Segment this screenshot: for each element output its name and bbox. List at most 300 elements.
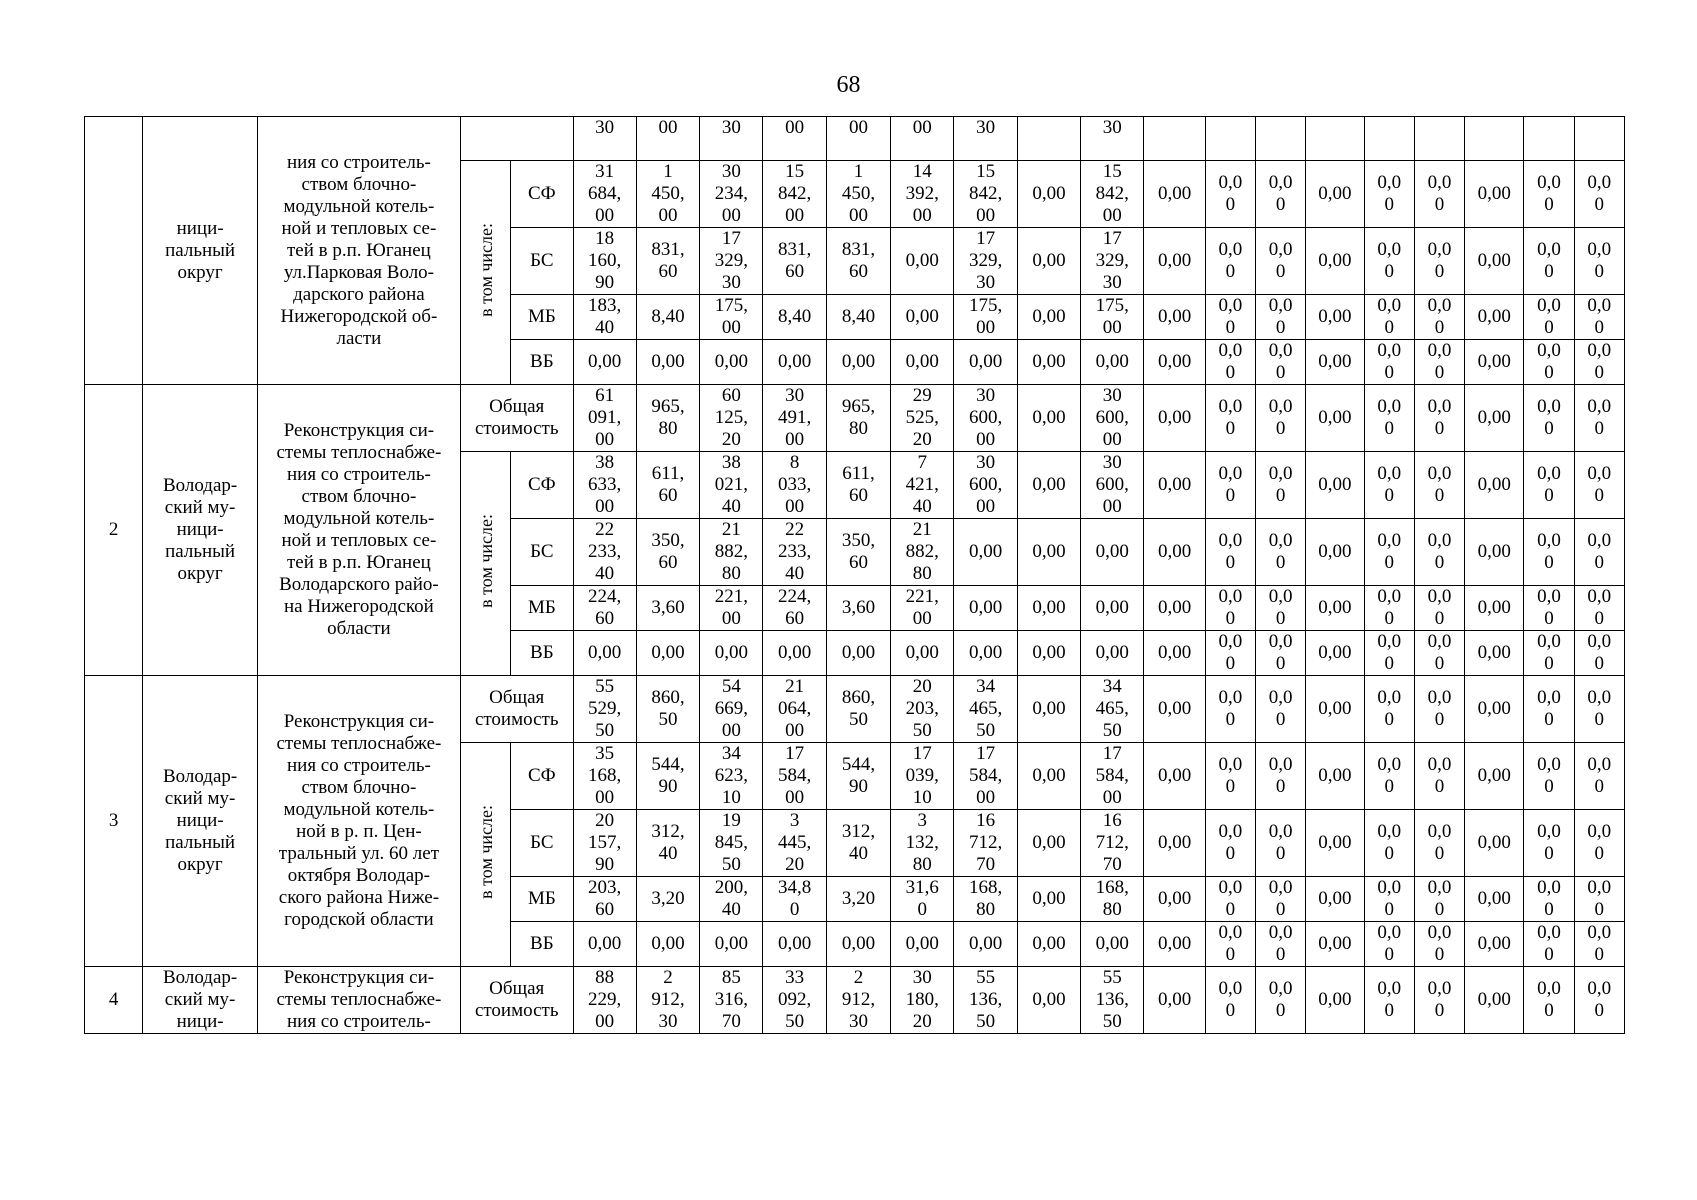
value-cell: 0,0 0 [1205, 452, 1255, 519]
value-cell: 0,00 [1306, 743, 1364, 810]
value-cell: 0,0 0 [1256, 810, 1306, 877]
total-label-cell: Общая стоимость [460, 385, 573, 452]
value-cell: 0,00 [1306, 967, 1364, 1034]
value-cell: 0,0 0 [1364, 810, 1414, 877]
value-cell: 0,0 0 [1364, 452, 1414, 519]
value-cell: 15 842, 00 [954, 161, 1017, 228]
value-cell: 0,00 [636, 631, 699, 676]
value-cell: 0,0 0 [1414, 586, 1464, 631]
value-cell: 0,0 0 [1205, 340, 1255, 385]
table-row [85, 967, 1625, 1034]
value-cell: 0,00 [891, 295, 954, 340]
value-cell: 30 600, 00 [954, 385, 1017, 452]
value-cell: 965, 80 [636, 385, 699, 452]
value-cell: 0,00 [1465, 340, 1524, 385]
project-cell: ния со строитель- ством блочно- модульной котель- ной и тепловых се- тей в р.п. Юганец ул.Парковая Воло- дарского района Нижегородской об- ласти [257, 117, 460, 385]
municipality-cell: Володар- ский му- ници- [143, 967, 258, 1034]
value-cell: 0,00 [1144, 676, 1205, 743]
value-cell: 544, 90 [636, 743, 699, 810]
project-cell: Реконструкция си- стемы теплоснабже- ния со строитель- ством блочно- модульной котель- ной и тепловых се- тей в р.п. Юганец Володарского райо- на Нижегородской области [257, 385, 460, 676]
value-cell: 0,00 [1144, 228, 1205, 295]
value-cell: 0,00 [1465, 631, 1524, 676]
value-cell: 0,0 0 [1574, 877, 1624, 922]
value-cell: 221, 00 [891, 586, 954, 631]
value-cell: 0,00 [1465, 228, 1524, 295]
value-cell: 0,00 [1144, 385, 1205, 452]
value-cell [1465, 117, 1524, 161]
value-cell: 0,0 0 [1256, 340, 1306, 385]
value-cell: 0,00 [1465, 452, 1524, 519]
value-cell: 0,00 [1017, 631, 1080, 676]
value-cell: 0,0 0 [1364, 385, 1414, 452]
value-cell: 183, 40 [573, 295, 636, 340]
value-cell: 0,00 [954, 340, 1017, 385]
value-cell: 0,00 [636, 922, 699, 967]
value-cell: 0,0 0 [1256, 452, 1306, 519]
page-number: 68 [836, 72, 861, 98]
value-cell: 0,00 [826, 922, 890, 967]
value-cell: 0,00 [891, 922, 954, 967]
source-label-mb: МБ [511, 295, 573, 340]
value-cell: 33 092, 50 [763, 967, 826, 1034]
value-cell: 860, 50 [636, 676, 699, 743]
value-cell: 0,0 0 [1574, 586, 1624, 631]
value-cell: 31,6 0 [891, 877, 954, 922]
value-cell: 831, 60 [636, 228, 699, 295]
value-cell: 0,0 0 [1414, 452, 1464, 519]
value-cell: 16 712, 70 [1081, 810, 1144, 877]
value-cell: 29 525, 20 [891, 385, 954, 452]
value-cell: 0,00 [826, 340, 890, 385]
value-cell: 0,0 0 [1364, 922, 1414, 967]
value-cell: 0,0 0 [1524, 676, 1574, 743]
value-cell: 0,00 [1465, 810, 1524, 877]
municipality-cell: Володар- ский му- ници- пальный округ [143, 676, 258, 967]
value-cell: 30 180, 20 [891, 967, 954, 1034]
value-cell: 15 842, 00 [763, 161, 826, 228]
value-cell: 0,0 0 [1524, 228, 1574, 295]
value-cell: 0,0 0 [1574, 228, 1624, 295]
value-cell: 0,00 [1144, 631, 1205, 676]
value-cell: 0,0 0 [1574, 810, 1624, 877]
value-cell: 0,0 0 [1524, 385, 1574, 452]
value-cell [1256, 117, 1306, 161]
value-cell: 0,0 0 [1524, 452, 1574, 519]
value-cell: 0,00 [1465, 385, 1524, 452]
value-cell: 35 168, 00 [573, 743, 636, 810]
value-cell: 0,00 [1465, 967, 1524, 1034]
source-label-sf: СФ [511, 452, 573, 519]
value-cell: 0,0 0 [1364, 586, 1414, 631]
value-cell: 0,00 [1144, 743, 1205, 810]
value-cell: 0,00 [1017, 385, 1080, 452]
row-number: 3 [85, 676, 143, 967]
value-cell: 54 669, 00 [700, 676, 763, 743]
value-cell: 0,0 0 [1205, 385, 1255, 452]
value-cell: 0,00 [1017, 877, 1080, 922]
value-cell: 0,0 0 [1414, 810, 1464, 877]
value-cell: 34,8 0 [763, 877, 826, 922]
value-cell: 85 316, 70 [700, 967, 763, 1034]
value-cell: 860, 50 [826, 676, 890, 743]
value-cell: 0,00 [763, 922, 826, 967]
source-label-bs: БС [511, 228, 573, 295]
value-cell: 0,0 0 [1414, 967, 1464, 1034]
value-cell: 3,20 [826, 877, 890, 922]
value-cell: 0,00 [700, 340, 763, 385]
value-cell: 0,0 0 [1205, 586, 1255, 631]
value-cell: 0,00 [1017, 586, 1080, 631]
value-cell: 0,00 [1306, 631, 1364, 676]
value-cell: 3,60 [826, 586, 890, 631]
value-cell: 7 421, 40 [891, 452, 954, 519]
value-cell: 0,0 0 [1574, 295, 1624, 340]
value-cell: 00 [891, 117, 954, 161]
value-cell: 0,0 0 [1414, 877, 1464, 922]
value-cell: 0,00 [1017, 743, 1080, 810]
value-cell: 20 203, 50 [891, 676, 954, 743]
value-cell: 224, 60 [573, 586, 636, 631]
value-cell: 15 842, 00 [1081, 161, 1144, 228]
value-cell: 0,00 [1144, 967, 1205, 1034]
value-cell: 0,00 [1465, 877, 1524, 922]
value-cell: 0,0 0 [1524, 743, 1574, 810]
value-cell: 30 [1081, 117, 1144, 161]
value-cell: 19 845, 50 [700, 810, 763, 877]
value-cell: 0,0 0 [1256, 967, 1306, 1034]
value-cell: 0,00 [1306, 877, 1364, 922]
value-cell: 0,00 [1017, 967, 1080, 1034]
value-cell: 0,0 0 [1364, 631, 1414, 676]
value-cell: 0,0 0 [1364, 295, 1414, 340]
value-cell: 0,0 0 [1205, 228, 1255, 295]
value-cell: 0,00 [891, 228, 954, 295]
source-label-vb: ВБ [511, 631, 573, 676]
value-cell: 0,0 0 [1205, 877, 1255, 922]
value-cell: 0,00 [1306, 676, 1364, 743]
project-cell: Реконструкция си- стемы теплоснабже- ния со строитель- [257, 967, 460, 1034]
value-cell: 31 684, 00 [573, 161, 636, 228]
value-cell: 0,00 [1081, 519, 1144, 586]
value-cell: 22 233, 40 [763, 519, 826, 586]
value-cell: 0,0 0 [1524, 877, 1574, 922]
value-cell [1205, 117, 1255, 161]
value-cell: 17 584, 00 [1081, 743, 1144, 810]
value-cell: 0,00 [1465, 586, 1524, 631]
value-cell: 0,00 [1081, 340, 1144, 385]
source-label-mb: МБ [511, 586, 573, 631]
value-cell: 88 229, 00 [573, 967, 636, 1034]
value-cell: 0,00 [1017, 810, 1080, 877]
value-cell: 0,00 [1144, 295, 1205, 340]
value-cell [1414, 117, 1464, 161]
value-cell: 0,0 0 [1414, 340, 1464, 385]
value-cell: 3 132, 80 [891, 810, 954, 877]
value-cell: 60 125, 20 [700, 385, 763, 452]
value-cell: 0,0 0 [1256, 519, 1306, 586]
value-cell: 0,00 [1465, 161, 1524, 228]
value-cell: 38 633, 00 [573, 452, 636, 519]
table-row [85, 676, 1625, 743]
value-cell: 0,0 0 [1574, 967, 1624, 1034]
value-cell: 0,00 [636, 340, 699, 385]
value-cell: 0,0 0 [1524, 631, 1574, 676]
value-cell: 0,0 0 [1256, 676, 1306, 743]
value-cell: 55 136, 50 [1081, 967, 1144, 1034]
value-cell: 1 450, 00 [636, 161, 699, 228]
value-cell: 0,0 0 [1364, 340, 1414, 385]
value-cell: 22 233, 40 [573, 519, 636, 586]
value-cell: 0,00 [1306, 922, 1364, 967]
value-cell: 0,0 0 [1205, 922, 1255, 967]
value-cell: 0,0 0 [1574, 340, 1624, 385]
value-cell: 38 021, 40 [700, 452, 763, 519]
value-cell: 17 329, 30 [1081, 228, 1144, 295]
value-cell: 18 160, 90 [573, 228, 636, 295]
value-cell: 200, 40 [700, 877, 763, 922]
value-cell: 0,00 [573, 922, 636, 967]
value-cell: 0,0 0 [1256, 743, 1306, 810]
value-cell: 0,0 0 [1364, 161, 1414, 228]
value-cell: 0,00 [1017, 228, 1080, 295]
value-cell: 0,00 [954, 631, 1017, 676]
value-cell: 611, 60 [636, 452, 699, 519]
value-cell: 0,00 [891, 340, 954, 385]
value-cell: 0,00 [1017, 519, 1080, 586]
total-label-cell [460, 117, 573, 161]
value-cell: 34 623, 10 [700, 743, 763, 810]
value-cell: 0,00 [1306, 810, 1364, 877]
value-cell: 0,0 0 [1256, 877, 1306, 922]
value-cell: 14 392, 00 [891, 161, 954, 228]
value-cell: 0,00 [763, 340, 826, 385]
value-cell: 34 465, 50 [1081, 676, 1144, 743]
value-cell: 0,00 [1306, 452, 1364, 519]
value-cell: 831, 60 [826, 228, 890, 295]
value-cell [1524, 117, 1574, 161]
table-row [85, 117, 1625, 161]
value-cell: 0,00 [891, 631, 954, 676]
value-cell: 0,0 0 [1364, 877, 1414, 922]
value-cell: 0,00 [1017, 676, 1080, 743]
value-cell: 0,00 [763, 631, 826, 676]
value-cell: 0,0 0 [1205, 519, 1255, 586]
value-cell: 55 529, 50 [573, 676, 636, 743]
value-cell: 0,00 [1144, 877, 1205, 922]
value-cell: 21 882, 80 [891, 519, 954, 586]
value-cell: 00 [636, 117, 699, 161]
value-cell: 0,0 0 [1205, 967, 1255, 1034]
table-cell [460, 743, 510, 967]
value-cell: 0,00 [1144, 586, 1205, 631]
value-cell: 17 329, 30 [700, 228, 763, 295]
value-cell: 34 465, 50 [954, 676, 1017, 743]
value-cell: 175, 00 [954, 295, 1017, 340]
value-cell: 0,00 [1306, 295, 1364, 340]
value-cell: 175, 00 [700, 295, 763, 340]
value-cell: 00 [763, 117, 826, 161]
source-label-vb: ВБ [511, 340, 573, 385]
value-cell: 312, 40 [636, 810, 699, 877]
value-cell: 0,0 0 [1524, 810, 1574, 877]
value-cell: 0,0 0 [1205, 161, 1255, 228]
including-label: в том числе: [475, 222, 496, 317]
value-cell: 0,00 [700, 631, 763, 676]
value-cell: 0,0 0 [1256, 385, 1306, 452]
value-cell: 175, 00 [1081, 295, 1144, 340]
value-cell: 0,00 [1306, 228, 1364, 295]
value-cell: 0,0 0 [1414, 519, 1464, 586]
source-label-bs: БС [511, 519, 573, 586]
value-cell: 0,00 [1465, 295, 1524, 340]
value-cell: 0,00 [1017, 452, 1080, 519]
value-cell: 0,00 [1465, 922, 1524, 967]
municipality-cell: Володар- ский му- ници- пальный округ [143, 385, 258, 676]
value-cell: 0,00 [1306, 385, 1364, 452]
value-cell: 30 600, 00 [1081, 452, 1144, 519]
value-cell: 544, 90 [826, 743, 890, 810]
value-cell: 30 600, 00 [954, 452, 1017, 519]
value-cell: 611, 60 [826, 452, 890, 519]
value-cell: 0,0 0 [1364, 967, 1414, 1034]
value-cell: 30 600, 00 [1081, 385, 1144, 452]
municipality-cell: ници- пальный округ [143, 117, 258, 385]
value-cell: 0,0 0 [1256, 228, 1306, 295]
value-cell: 0,00 [954, 519, 1017, 586]
value-cell: 0,0 0 [1205, 676, 1255, 743]
value-cell [1017, 117, 1080, 161]
value-cell: 0,00 [1465, 676, 1524, 743]
value-cell: 0,0 0 [1256, 586, 1306, 631]
value-cell: 0,00 [573, 340, 636, 385]
value-cell: 0,00 [826, 631, 890, 676]
value-cell: 221, 00 [700, 586, 763, 631]
value-cell: 0,00 [954, 586, 1017, 631]
value-cell: 0,0 0 [1524, 519, 1574, 586]
value-cell: 0,0 0 [1205, 295, 1255, 340]
value-cell: 0,00 [1144, 810, 1205, 877]
value-cell: 350, 60 [826, 519, 890, 586]
value-cell: 30 [573, 117, 636, 161]
value-cell: 0,00 [1144, 161, 1205, 228]
value-cell: 0,0 0 [1524, 161, 1574, 228]
value-cell: 17 584, 00 [763, 743, 826, 810]
value-cell: 203, 60 [573, 877, 636, 922]
value-cell: 0,0 0 [1524, 586, 1574, 631]
value-cell: 17 039, 10 [891, 743, 954, 810]
value-cell: 0,0 0 [1364, 519, 1414, 586]
value-cell: 0,00 [954, 922, 1017, 967]
row-number: 4 [85, 967, 143, 1034]
value-cell: 350, 60 [636, 519, 699, 586]
total-label-cell: Общая стоимость [460, 967, 573, 1034]
value-cell: 965, 80 [826, 385, 890, 452]
value-cell: 0,0 0 [1256, 631, 1306, 676]
value-cell: 0,0 0 [1574, 676, 1624, 743]
value-cell: 0,00 [1306, 161, 1364, 228]
value-cell: 0,0 0 [1524, 340, 1574, 385]
value-cell: 3,20 [636, 877, 699, 922]
value-cell: 0,0 0 [1256, 922, 1306, 967]
value-cell: 20 157, 90 [573, 810, 636, 877]
value-cell: 0,0 0 [1414, 161, 1464, 228]
value-cell: 16 712, 70 [954, 810, 1017, 877]
value-cell: 0,0 0 [1414, 922, 1464, 967]
value-cell: 17 584, 00 [954, 743, 1017, 810]
value-cell: 0,0 0 [1574, 922, 1624, 967]
value-cell: 0,00 [1306, 586, 1364, 631]
value-cell: 0,0 0 [1414, 743, 1464, 810]
value-cell: 0,0 0 [1414, 676, 1464, 743]
value-cell: 0,00 [1017, 340, 1080, 385]
value-cell [1364, 117, 1414, 161]
value-cell: 0,0 0 [1524, 967, 1574, 1034]
value-cell: 0,00 [700, 922, 763, 967]
value-cell: 0,00 [1144, 340, 1205, 385]
value-cell: 3 445, 20 [763, 810, 826, 877]
value-cell: 2 912, 30 [636, 967, 699, 1034]
table-cell [460, 452, 510, 676]
source-label-mb: МБ [511, 877, 573, 922]
value-cell: 0,0 0 [1414, 385, 1464, 452]
value-cell: 55 136, 50 [954, 967, 1017, 1034]
value-cell: 0,00 [1144, 519, 1205, 586]
value-cell: 168, 80 [954, 877, 1017, 922]
value-cell: 831, 60 [763, 228, 826, 295]
value-cell: 21 064, 00 [763, 676, 826, 743]
value-cell: 0,00 [1081, 922, 1144, 967]
value-cell: 00 [826, 117, 890, 161]
value-cell: 0,0 0 [1574, 452, 1624, 519]
value-cell: 30 491, 00 [763, 385, 826, 452]
value-cell: 0,0 0 [1574, 519, 1624, 586]
source-label-sf: СФ [511, 743, 573, 810]
value-cell: 30 [954, 117, 1017, 161]
value-cell: 312, 40 [826, 810, 890, 877]
project-cell: Реконструкция си- стемы теплоснабже- ния со строитель- ством блочно- модульной котель- ной в р. п. Цен- тральный ул. 60 лет октября Володар- ского района Ниже- городской области [257, 676, 460, 967]
source-label-sf: СФ [511, 161, 573, 228]
value-cell: 0,00 [1081, 631, 1144, 676]
value-cell [1144, 117, 1205, 161]
table-row [85, 385, 1625, 452]
value-cell: 0,0 0 [1574, 385, 1624, 452]
value-cell: 0,00 [1144, 452, 1205, 519]
value-cell: 2 912, 30 [826, 967, 890, 1034]
value-cell: 0,00 [1465, 743, 1524, 810]
value-cell: 0,0 0 [1256, 161, 1306, 228]
value-cell: 0,00 [1306, 340, 1364, 385]
value-cell: 0,00 [1465, 519, 1524, 586]
value-cell: 0,0 0 [1574, 161, 1624, 228]
value-cell: 0,00 [1017, 922, 1080, 967]
value-cell: 0,0 0 [1414, 631, 1464, 676]
value-cell: 0,0 0 [1524, 295, 1574, 340]
financing-table [84, 116, 1625, 1034]
value-cell: 0,0 0 [1414, 228, 1464, 295]
value-cell: 0,0 0 [1364, 228, 1414, 295]
value-cell: 30 [700, 117, 763, 161]
value-cell: 3,60 [636, 586, 699, 631]
value-cell [1574, 117, 1624, 161]
value-cell: 0,0 0 [1524, 922, 1574, 967]
row-number: 2 [85, 385, 143, 676]
total-label-cell: Общая стоимость [460, 676, 573, 743]
value-cell: 61 091, 00 [573, 385, 636, 452]
value-cell: 0,0 0 [1256, 295, 1306, 340]
including-label: в том числе: [475, 804, 496, 899]
value-cell: 0,00 [573, 631, 636, 676]
source-label-bs: БС [511, 810, 573, 877]
